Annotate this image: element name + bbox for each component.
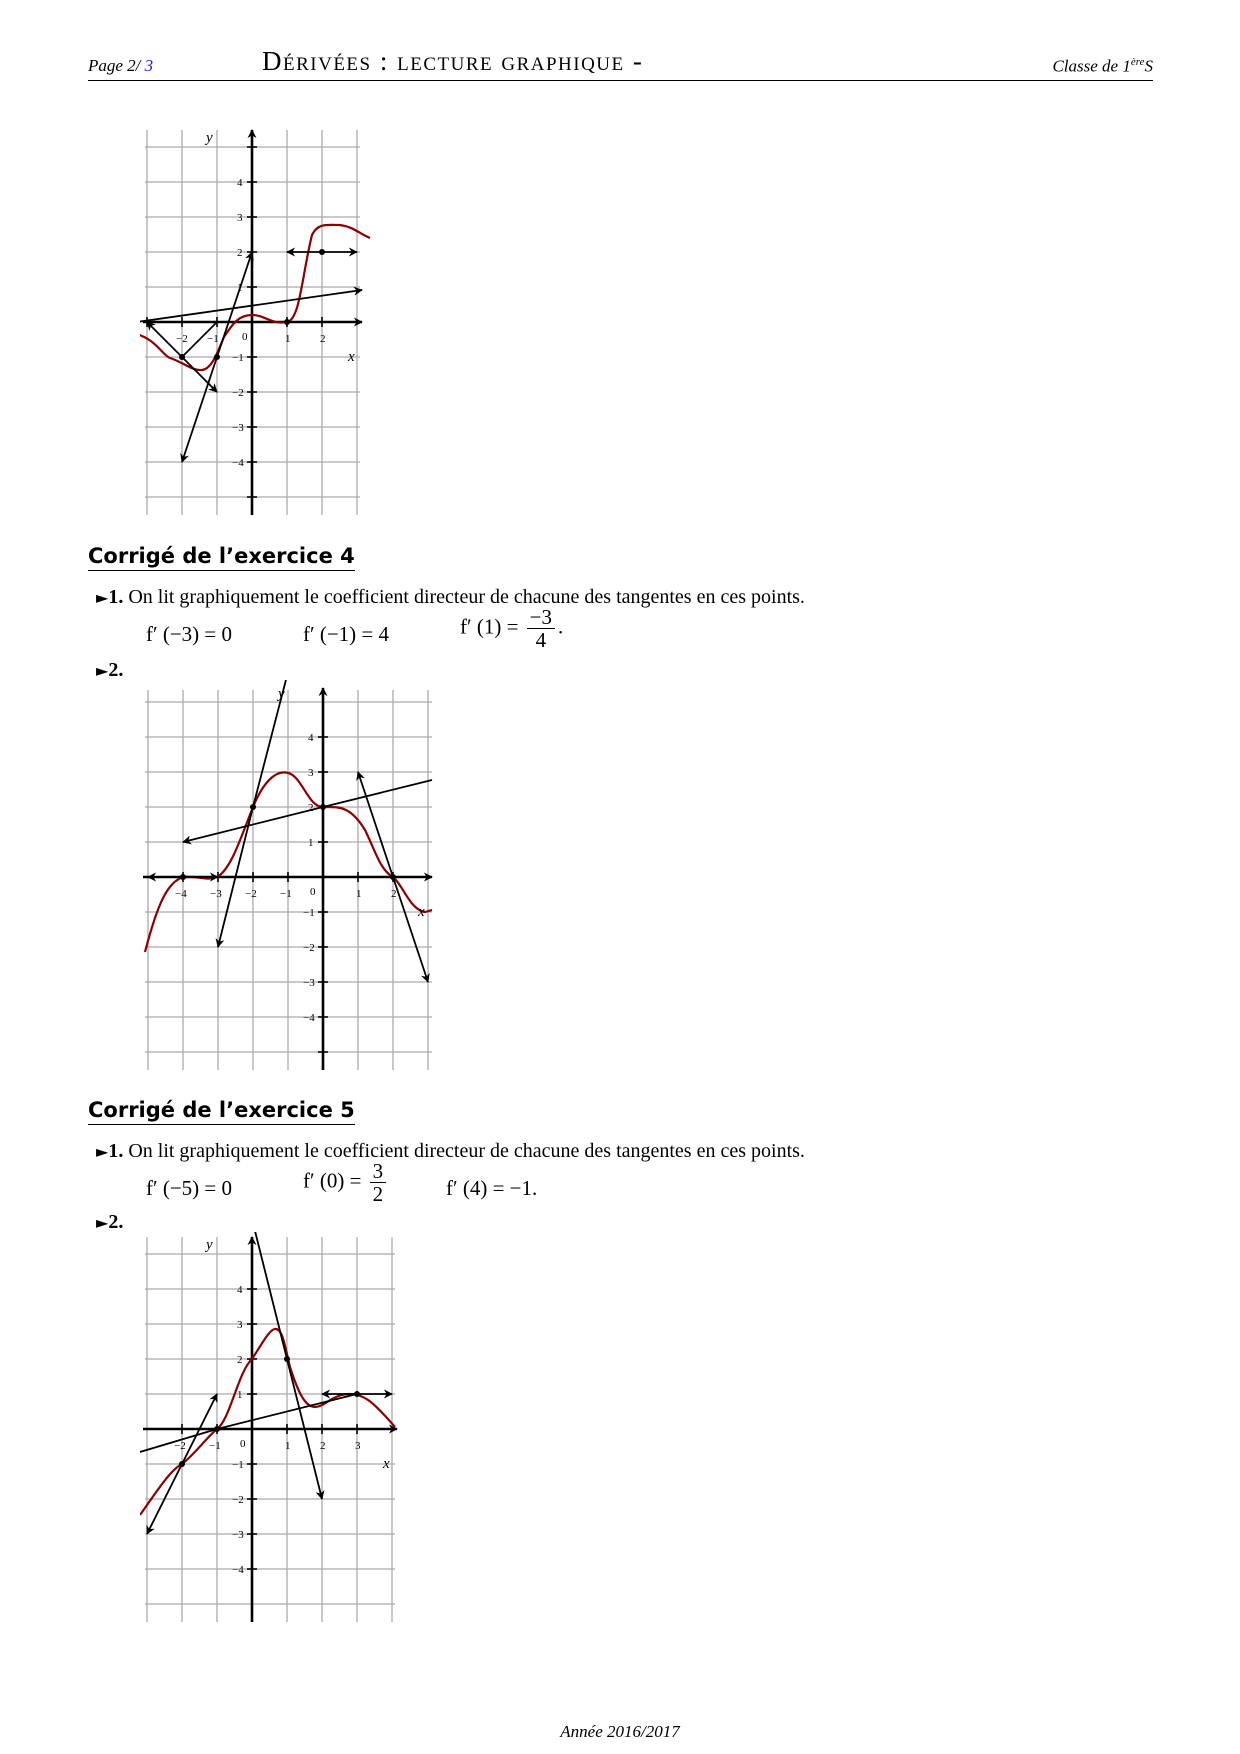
xtick-2: −3 xyxy=(210,888,222,900)
ytick-3: 2 xyxy=(237,247,243,259)
ytick-4: 1 xyxy=(308,837,314,849)
bullet-marker: ► xyxy=(96,588,109,607)
ytick-6: −2 xyxy=(303,942,315,954)
xtick-2: −1 xyxy=(209,1440,221,1452)
ex5-value-1: f′ (−5) = 0 xyxy=(146,1176,233,1200)
numerator: −3 xyxy=(527,606,555,629)
ytick-2: 3 xyxy=(237,1319,243,1331)
xtick-4: 1 xyxy=(285,1440,291,1452)
page-total-link[interactable]: 3 xyxy=(144,56,154,75)
xtick-3: 0 xyxy=(240,1438,246,1450)
ex4-value-3 xyxy=(460,606,563,651)
xtick-3: 0 xyxy=(242,331,248,343)
x-axis-label: x xyxy=(418,904,425,920)
ytick-7: −3 xyxy=(232,1529,244,1541)
ex5-value-2 xyxy=(303,1160,389,1205)
page-footer: Année 2016/2017 xyxy=(560,1722,680,1741)
figure-exercise-4-graph xyxy=(140,680,440,1070)
xtick-5: 0 xyxy=(310,886,316,898)
y-axis-label: y xyxy=(206,1237,213,1253)
denominator: 2 xyxy=(372,1182,384,1206)
ytick-6: −2 xyxy=(232,387,244,399)
xtick-1: −2 xyxy=(176,333,188,345)
ytick-2: 3 xyxy=(308,767,314,779)
ex4-q1-text: On lit graphiquement le coefficient directeur de chacune des tangentes en ces points. xyxy=(128,586,805,608)
y-axis-label: y xyxy=(278,686,285,702)
xtick-4: 1 xyxy=(285,333,291,345)
ex5-q1-text: On lit graphiquement le coefficient directeur de chacune des tangentes en ces points. xyxy=(128,1140,805,1162)
xtick-6: 3 xyxy=(355,1440,361,1452)
question-number: 2. xyxy=(108,1211,124,1233)
fraction xyxy=(370,1160,387,1205)
ytick-5: −1 xyxy=(303,907,315,919)
ytick-8: −4 xyxy=(232,457,244,469)
ytick-4: 1 xyxy=(237,1389,243,1401)
ytick-5: −1 xyxy=(232,1459,244,1471)
ex4-value-2: f′ (−1) = 4 xyxy=(303,622,390,646)
ex4-q2 xyxy=(96,659,123,682)
ex5-q2 xyxy=(96,1211,123,1234)
xtick-5: 2 xyxy=(320,1440,326,1452)
class-label xyxy=(1052,56,1153,77)
ytick-1: 4 xyxy=(308,732,314,744)
ytick-6: −2 xyxy=(232,1494,244,1506)
y-axis-label: y xyxy=(206,130,213,146)
denominator: 4 xyxy=(535,628,547,652)
class-prefix: Classe de 1 xyxy=(1052,56,1131,76)
ex4-value-3-lhs: f′ (1) = xyxy=(460,614,519,639)
question-number: 1. xyxy=(108,586,124,608)
axes xyxy=(143,130,362,515)
question-number: 2. xyxy=(108,659,124,681)
document-title: Dérivées : lecture graphique - xyxy=(262,46,644,76)
question-number: 1. xyxy=(108,1140,124,1162)
x-axis-label: x xyxy=(383,1456,390,1472)
page-prefix: Page 2/ xyxy=(88,56,145,75)
xtick-3: −2 xyxy=(245,888,257,900)
ytick-3: 2 xyxy=(237,1354,243,1366)
ytick-7: −3 xyxy=(303,977,315,989)
ex5-q1 xyxy=(96,1140,805,1163)
xtick-1: −4 xyxy=(175,888,187,900)
x-axis-label: x xyxy=(348,349,355,365)
xtick-6: 1 xyxy=(356,888,362,900)
ex4-q1 xyxy=(96,586,805,609)
period: . xyxy=(558,614,564,639)
axes xyxy=(143,1237,397,1622)
ex5-value-2-lhs: f′ (0) = xyxy=(303,1168,362,1193)
ex4-value-1: f′ (−3) = 0 xyxy=(146,622,233,646)
ytick-7: −3 xyxy=(232,422,244,434)
page-header xyxy=(88,44,1153,81)
bullet-marker: ► xyxy=(96,1213,109,1232)
bullet-marker: ► xyxy=(96,1142,109,1161)
tangent-lines xyxy=(140,1232,392,1534)
ytick-4: 1 xyxy=(237,282,243,294)
xtick-2: −1 xyxy=(207,333,219,345)
ytick-3: 2 xyxy=(308,802,314,814)
ytick-8: −4 xyxy=(303,1012,315,1024)
ytick-1: 4 xyxy=(237,177,243,189)
class-suffix: S xyxy=(1144,56,1153,76)
ex5-value-3: f′ (4) = −1. xyxy=(446,1176,538,1200)
heading-exercise-4: Corrigé de l’exercice 4 xyxy=(88,544,355,571)
xtick-7: 2 xyxy=(391,888,397,900)
ytick-8: −4 xyxy=(232,1564,244,1576)
fraction xyxy=(527,606,555,651)
page-number xyxy=(88,56,153,76)
numerator: 3 xyxy=(370,1160,387,1183)
xtick-1: −2 xyxy=(174,1440,186,1452)
xtick-5: 2 xyxy=(320,333,326,345)
ytick-2: 3 xyxy=(237,212,243,224)
ytick-5: −1 xyxy=(232,352,244,364)
figure-exercise-5-graph xyxy=(140,1232,410,1622)
heading-exercise-5: Corrigé de l’exercice 5 xyxy=(88,1098,355,1125)
ytick-1: 4 xyxy=(237,1284,243,1296)
bullet-marker: ► xyxy=(96,661,109,680)
class-sup: ère xyxy=(1130,56,1145,68)
xtick-4: −1 xyxy=(280,888,292,900)
figure-1-graph xyxy=(140,125,380,525)
tangent-lines xyxy=(148,680,432,982)
